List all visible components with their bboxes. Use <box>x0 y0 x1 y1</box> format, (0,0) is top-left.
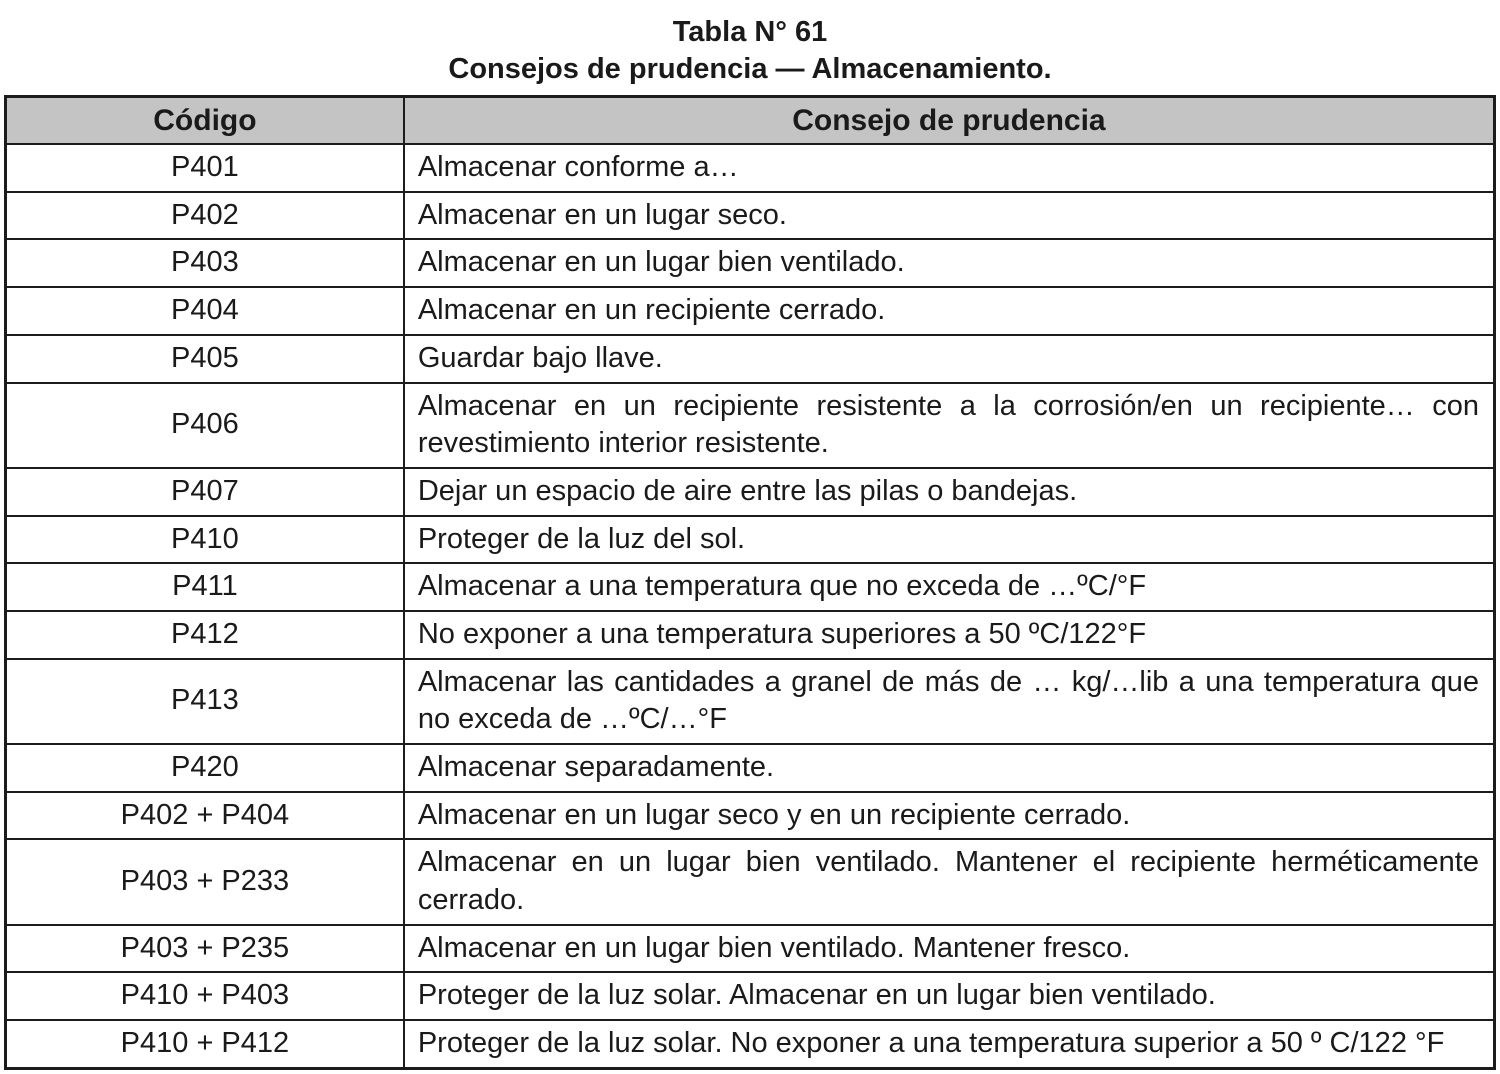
advice-cell: Guardar bajo llave. <box>404 335 1495 383</box>
code-cell: P412 <box>6 611 404 659</box>
table-row <box>6 468 1495 516</box>
table-row <box>6 839 1495 924</box>
table-row <box>6 192 1495 240</box>
table-title-block <box>4 14 1496 87</box>
code-cell: P401 <box>6 144 404 192</box>
table-row <box>6 239 1495 287</box>
table-row <box>6 1020 1495 1068</box>
advice-cell: Proteger de la luz del sol. <box>404 516 1495 564</box>
code-cell: P402 + P404 <box>6 792 404 840</box>
advice-cell: Almacenar en un recipiente resistente a la corrosión/en un recipiente… con revestimiento interior resistente. <box>404 383 1495 468</box>
column-header-consejo: Consejo de prudencia <box>404 97 1495 145</box>
advice-cell: Almacenar las cantidades a granel de más de … kg/…lib a una temperatura que no exceda de …ºC/…°F <box>404 659 1495 744</box>
table-row <box>6 659 1495 744</box>
code-cell: P411 <box>6 563 404 611</box>
precautionary-statements-table <box>4 95 1496 1070</box>
advice-cell: No exponer a una temperatura superiores a 50 ºC/122°F <box>404 611 1495 659</box>
code-cell: P403 + P233 <box>6 839 404 924</box>
code-cell: P403 + P235 <box>6 925 404 973</box>
code-cell: P403 <box>6 239 404 287</box>
table-body <box>6 144 1495 1068</box>
advice-cell: Dejar un espacio de aire entre las pilas o bandejas. <box>404 468 1495 516</box>
table-row <box>6 383 1495 468</box>
code-cell: P410 + P403 <box>6 972 404 1020</box>
table-subtitle: Consejos de prudencia — Almacenamiento. <box>448 52 1052 85</box>
table-row <box>6 144 1495 192</box>
advice-cell: Almacenar en un lugar bien ventilado. Mantener el recipiente herméticamente cerrado. <box>404 839 1495 924</box>
table-row <box>6 563 1495 611</box>
advice-cell: Almacenar en un lugar bien ventilado. <box>404 239 1495 287</box>
table-row <box>6 972 1495 1020</box>
code-cell: P413 <box>6 659 404 744</box>
column-header-codigo: Código <box>6 97 404 145</box>
table-row <box>6 287 1495 335</box>
table-row <box>6 792 1495 840</box>
table-row <box>6 516 1495 564</box>
advice-cell: Proteger de la luz solar. Almacenar en un lugar bien ventilado. <box>404 972 1495 1020</box>
code-cell: P405 <box>6 335 404 383</box>
code-cell: P420 <box>6 744 404 792</box>
table-title: Tabla N° 61 <box>672 16 828 48</box>
table-row <box>6 611 1495 659</box>
header-row <box>6 97 1495 145</box>
code-cell: P410 + P412 <box>6 1020 404 1068</box>
advice-cell: Almacenar conforme a… <box>404 144 1495 192</box>
advice-cell: Almacenar en un lugar seco y en un recipiente cerrado. <box>404 792 1495 840</box>
advice-cell: Almacenar a una temperatura que no exceda de …ºC/°F <box>404 563 1495 611</box>
code-cell: P407 <box>6 468 404 516</box>
advice-cell: Almacenar separadamente. <box>404 744 1495 792</box>
advice-cell: Proteger de la luz solar. No exponer a una temperatura superior a 50 º C/122 °F <box>404 1020 1495 1068</box>
table-row <box>6 925 1495 973</box>
advice-cell: Almacenar en un recipiente cerrado. <box>404 287 1495 335</box>
table-row <box>6 335 1495 383</box>
table-row <box>6 744 1495 792</box>
advice-cell: Almacenar en un lugar seco. <box>404 192 1495 240</box>
code-cell: P402 <box>6 192 404 240</box>
code-cell: P406 <box>6 383 404 468</box>
advice-cell: Almacenar en un lugar bien ventilado. Mantener fresco. <box>404 925 1495 973</box>
code-cell: P404 <box>6 287 404 335</box>
code-cell: P410 <box>6 516 404 564</box>
